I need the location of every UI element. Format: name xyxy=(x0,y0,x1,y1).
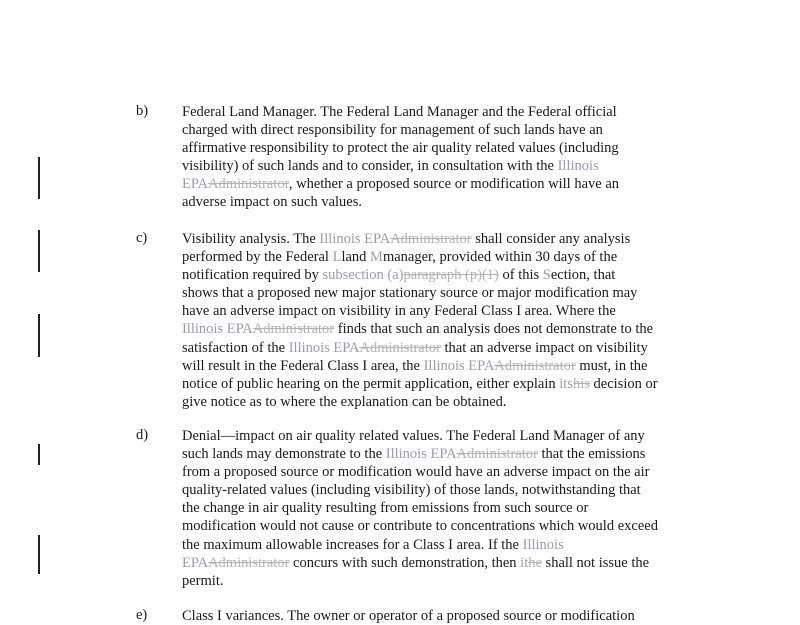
text-run: from a proposed source or modification would have an adverse impact on the air xyxy=(182,464,650,481)
text-run: of this xyxy=(498,267,543,284)
subsection-text xyxy=(182,427,702,590)
text-line xyxy=(182,230,702,248)
revision-bar xyxy=(38,230,40,272)
text-line xyxy=(182,103,702,121)
text-line xyxy=(182,572,702,590)
revision-bar xyxy=(38,535,40,574)
text-run: Visibility analysis. The xyxy=(182,231,320,247)
deleted-text: Administrator xyxy=(252,321,335,338)
inserted-text: Illinois EPA xyxy=(182,321,253,338)
text-run: land xyxy=(341,249,371,266)
text-line xyxy=(182,375,702,393)
inserted-text: L xyxy=(332,249,342,266)
text-run: the maximum allowable increases for a Class I area. If the xyxy=(182,536,523,553)
text-run: permit. xyxy=(182,572,224,589)
text-line xyxy=(182,175,702,193)
text-run: satisfaction of the xyxy=(182,339,289,356)
subsection-letter: b) xyxy=(136,103,149,119)
subsection-letter: c) xyxy=(136,230,148,246)
deleted-text: he xyxy=(528,554,542,571)
inserted-text: Illinois EPA xyxy=(288,339,360,356)
text-run: manager, provided within 30 days of the xyxy=(382,249,618,266)
text-run: the change in air quality resulting from emissions from such source or xyxy=(182,500,589,517)
text-line xyxy=(182,339,702,357)
text-line xyxy=(182,554,702,572)
text-run: quality-related values (including visibility) of those lands, notwithstanding that xyxy=(182,482,641,499)
deleted-text: Administrator xyxy=(359,339,441,356)
deleted-text: his xyxy=(572,375,590,392)
deleted-text: paragraph (p)(1) xyxy=(403,267,499,284)
text-line xyxy=(182,302,702,320)
text-run: affirmative responsibility to protect the air quality related values (including xyxy=(182,140,619,157)
text-line xyxy=(182,393,702,411)
deleted-text: Administrator xyxy=(494,357,576,374)
inserted-text: subsection (a) xyxy=(322,267,404,284)
text-run: decision or xyxy=(589,375,658,392)
text-line xyxy=(182,481,702,499)
subsection-text xyxy=(182,230,702,411)
subsection-text xyxy=(182,103,702,212)
text-run: Class I variances. The owner or operator of a proposed source or modification xyxy=(182,608,635,624)
text-line xyxy=(182,193,702,211)
inserted-text: it xyxy=(520,554,529,571)
text-line xyxy=(182,445,702,463)
text-run: notification required by xyxy=(182,267,323,284)
text-run: concurs with such demonstration, then xyxy=(289,554,521,571)
inserted-text: Illinois xyxy=(522,536,564,553)
revision-bar xyxy=(38,444,40,465)
deleted-text: Administrator xyxy=(390,231,472,247)
text-run: Federal Land Manager. The Federal Land Manager and the Federal official xyxy=(182,104,617,120)
text-run: visibility) of such lands and to consider, in consultation with the xyxy=(182,158,558,175)
text-run: Denial—impact on air quality related values. The Federal Land Manager of any xyxy=(182,428,645,444)
text-line xyxy=(182,248,702,266)
inserted-text: Illinois EPA xyxy=(385,446,457,463)
text-line xyxy=(182,121,702,139)
text-run: adverse impact on such values. xyxy=(182,194,362,211)
deleted-text: Administrator xyxy=(208,176,289,193)
text-run: must, in the xyxy=(575,357,648,374)
text-line xyxy=(182,463,702,481)
deleted-text: Administrator xyxy=(456,446,538,463)
text-run: give notice as to where the explanation can be obtained. xyxy=(182,393,507,410)
text-run: charged with direct responsibility for management of such lands have an xyxy=(182,122,603,139)
inserted-text: S xyxy=(542,267,551,284)
text-run: will result in the Federal Class I area, the xyxy=(182,357,424,374)
text-run: finds that such an analysis does not demonstrate to the xyxy=(334,321,654,338)
deleted-text: Administrator xyxy=(208,554,290,571)
subsection-letter: d) xyxy=(136,427,149,443)
subsection-text xyxy=(182,607,702,625)
text-run: , whether a proposed source or modification will have an xyxy=(288,176,620,193)
text-line xyxy=(182,139,702,157)
inserted-text: EPA xyxy=(182,554,209,571)
text-line xyxy=(182,357,702,375)
text-run: that an adverse impact on visibility xyxy=(440,339,648,356)
revision-bar xyxy=(38,157,40,199)
text-line xyxy=(182,536,702,554)
text-run: ection, that xyxy=(550,267,616,284)
text-line xyxy=(182,157,702,175)
text-run: have an adverse impact on visibility in any Federal Class I area. Where the xyxy=(182,303,616,320)
text-run: shows that a proposed new major stationary source or major modification may xyxy=(182,285,638,302)
inserted-text: EPA xyxy=(182,176,209,193)
inserted-text: M xyxy=(370,249,383,266)
text-run: that the emissions xyxy=(537,446,646,463)
text-line xyxy=(182,517,702,535)
text-line xyxy=(182,607,702,625)
inserted-text: Illinois EPA xyxy=(319,231,391,247)
text-run: shall consider any analysis xyxy=(471,231,631,247)
inserted-text: its xyxy=(559,375,573,392)
text-line xyxy=(182,427,702,445)
text-run: shall not issue the xyxy=(541,554,650,571)
inserted-text: Illinois EPA xyxy=(423,357,495,374)
text-run: notice of public hearing on the permit application, either explain xyxy=(182,375,560,392)
text-line xyxy=(182,266,702,284)
text-run: performed by the Federal xyxy=(182,249,333,266)
text-line xyxy=(182,284,702,302)
text-line xyxy=(182,320,702,338)
text-run: such lands may demonstrate to the xyxy=(182,446,386,463)
text-run: modification would not cause or contribute to concentrations which would exceed xyxy=(182,518,658,535)
subsection-letter: e) xyxy=(136,607,148,623)
revision-bar xyxy=(38,314,40,357)
text-line xyxy=(182,499,702,517)
inserted-text: Illinois xyxy=(557,158,599,175)
